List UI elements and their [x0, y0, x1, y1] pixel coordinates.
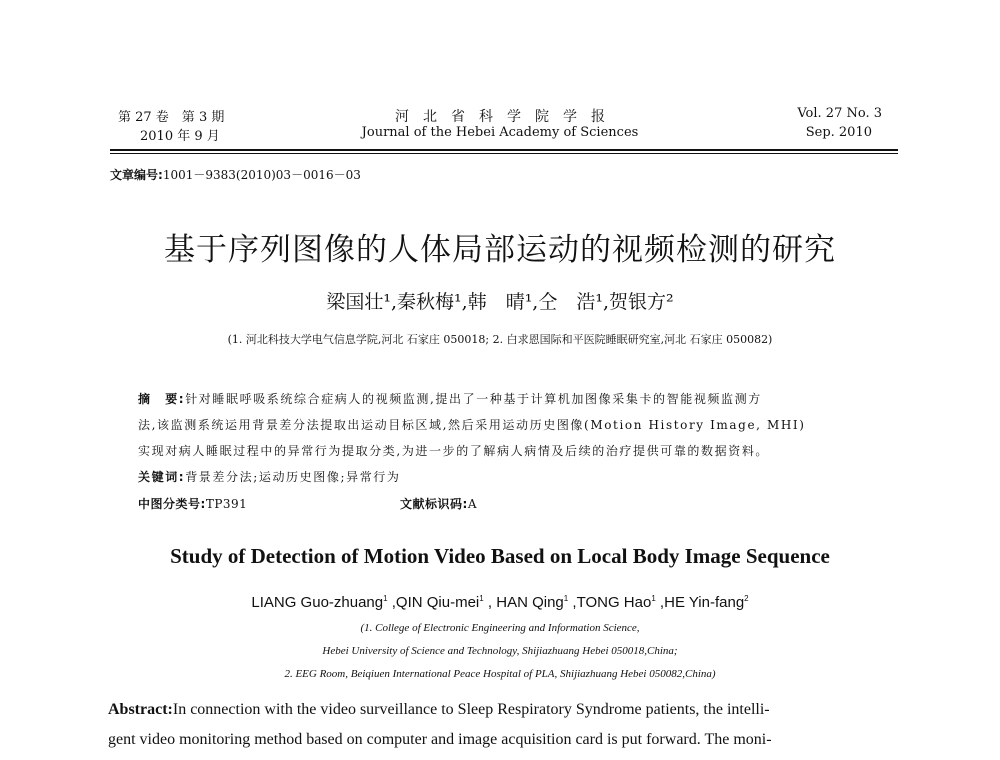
- author-en-3-sup: 1: [563, 594, 569, 603]
- abstract-cn-line2: 法,该监测系统运用背景差分法提取出运动目标区域,然后采用运动历史图像(Motion History Image, MHI): [138, 418, 806, 432]
- author-en-1-sup: 1: [383, 594, 388, 603]
- abstract-en-line2: gent video monitoring method based on computer and image acquisition card is put forward. The moni-: [108, 731, 772, 748]
- abstract-en-text1: In connection with the video surveillance to Sleep Respiratory Syndrome patients, the intelli-: [172, 701, 770, 718]
- document-code-value: A: [467, 497, 477, 511]
- header-journal-cn: 河 北 省 科 学 院 学 报: [395, 109, 605, 125]
- abstract-cn-label: 摘 要:: [138, 392, 186, 406]
- article-number-label: 文章编号:: [110, 168, 163, 182]
- abstract-en-line1: [108, 701, 770, 719]
- author-en-4-sup: 1: [651, 594, 656, 603]
- keywords-cn-value: 背景差分法;运动历史图像;异常行为: [185, 470, 401, 484]
- affiliation-en-line3: 2. EEG Room, Beiqiuen International Peace Hospital of PLA, Shijiazhuang Hebei 050082,China): [284, 668, 716, 680]
- header-date-cn: 2010 年 9 月: [140, 129, 220, 144]
- author-en-4: TONG Hao: [576, 594, 652, 611]
- author-en-5-sup: 2: [744, 594, 749, 603]
- header-journal-en: Journal of the Hebei Academy of Sciences: [361, 125, 639, 140]
- abstract-en-label: Abstract:: [108, 701, 173, 718]
- author-en-3: HAN Qing: [496, 594, 564, 611]
- authors-en: LIANG Guo-zhuang$^1$ ,QIN Qiu-mei$^1$ , HAN Qing$^1$ ,TONG Hao$^1$ ,HE Yin-fang$^2$: [251, 594, 749, 611]
- header-date-en: Sep. 2010: [805, 125, 872, 140]
- authors-cn: 梁国壮¹,秦秋梅¹,韩 晴¹,仝 浩¹,贺银方²: [326, 291, 674, 313]
- affiliation-en-line1: (1. College of Electronic Engineering and Information Science,: [360, 622, 640, 634]
- header-vol-en: Vol. 27 No. 3: [797, 106, 882, 121]
- abstract-cn-text1: 针对睡眠呼吸系统综合症病人的视频监测,提出了一种基于计算机加图像采集卡的智能视频监测方: [185, 392, 762, 406]
- classification-number: [138, 495, 247, 512]
- keywords-cn-label: 关键词:: [138, 470, 186, 484]
- abstract-cn-line1: [138, 390, 762, 407]
- classification-label: 中图分类号:: [138, 497, 206, 511]
- keywords-cn: [138, 468, 401, 485]
- document-code-label: 文献标识码:: [400, 497, 468, 511]
- abstract-cn-line3: 实现对病人睡眠过程中的异常行为提取分类,为进一步的了解病人病情及后续的治疗提供可靠的数据资料。: [138, 444, 770, 458]
- classification-value: TP391: [205, 497, 248, 511]
- affiliation-cn: (1. 河北科技大学电气信息学院,河北 石家庄 050018; 2. 白求恩国际和平医院睡眠研究室,河北 石家庄 050082): [227, 333, 773, 346]
- header-rule-thin: [110, 153, 898, 154]
- affiliation-en-line2: Hebei University of Science and Technology, Shijiazhuang Hebei 050018,China;: [322, 645, 678, 657]
- article-number-value: 1001－9383(2010)03－0016－03: [162, 168, 361, 182]
- header-rule-thick: [110, 149, 898, 151]
- author-en-1: LIANG Guo-zhuang: [251, 594, 384, 611]
- author-en-2-sup: 1: [479, 594, 484, 603]
- title-en: Study of Detection of Motion Video Based on Local Body Image Sequence: [170, 544, 830, 568]
- author-en-5: HE Yin-fang: [664, 594, 745, 611]
- title-cn: 基于序列图像的人体局部运动的视频检测的研究: [164, 232, 836, 268]
- document-code: [400, 495, 477, 512]
- header-volume-issue: 第 27 卷 第 3 期: [118, 110, 225, 125]
- article-number: [110, 166, 361, 183]
- author-en-2: QIN Qiu-mei: [395, 594, 480, 611]
